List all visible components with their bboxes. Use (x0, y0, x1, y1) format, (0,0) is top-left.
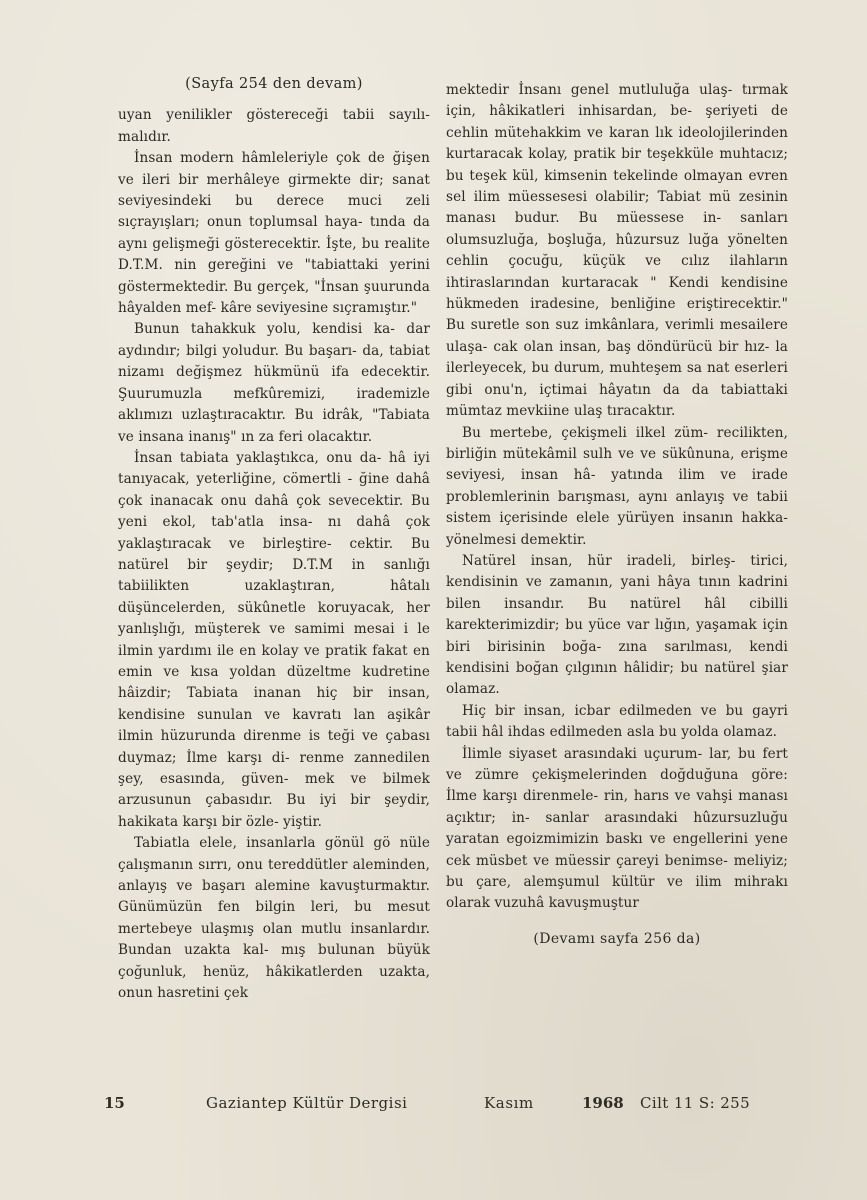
right-paragraph-5: İlimle siyaset arasındaki uçurum- lar, bu fert ve zümre çekişmelerinden doğduğuna göre: İlme karşı direnmele- rin, harıs ve vahşi manası açıktır; in- sanlar arasındaki hûzursuzluğu yaratan egoizmimizin baskı ve engellerini yene cek müsbet ve müessir çareyi benimse- meliyiz; bu çare, alemşumul kültür ve ilim mihrakı olarak vuzuhâ kavuşmuştur (446, 745, 788, 912)
right-paragraph-2: Bu mertebe, çekişmeli ilkel züm- recilikten, birliğin mütekâmil sulh ve ve sükûnuna, erişme seviyesi, insan hâ- yatında ilim ve irade problemlerinin barışması, aynı anlayış ve tabii sistem içerisinde elele yürüyen insanın hakka- yönelmesi demektir. (446, 424, 788, 548)
left-paragraph-1: uyan yenilikler göstereceği tabii sayılı- malıdır. (118, 107, 430, 145)
magazine-title: Gaziantep Kültür Dergisi (206, 1094, 408, 1112)
volume-issue: Cilt 11 S: 255 (640, 1094, 751, 1112)
left-paragraph-3: Bunun tahakkuk yolu, kendisi ka- dar aydındır; bilgi yoludur. Bu başarı- da, tabiat nizamı değişmez hükmünü ifa edecektir. Şuurumuzla mefkûremizi, irademizle aklımızı uzlaştıracaktır. Bu idrâk, "Tabiata ve insana inanış" ın za feri olacaktır. (118, 321, 430, 445)
left-column (118, 74, 430, 1004)
right-paragraph-1: mektedir İnsanı genel mutluluğa ulaş- tırmak için, hâkikatleri inhisardan, be- şeriyeti de cehlin mütehakkim ve karan lık ideolojilerinden kurtaracak kolay, pratik bir teşekküle muhtacız; bu teşek kül, kimsenin tekelinde olmayan evren sel ilim müessesesi olabilir; Tabiat mü zesinin manası budur. Bu müessese in- sanları olumsuzluğa, boşluğa, hûzursuz luğa yönelten cehlin çocuğu, küçük ve cılız ilahların ihtiraslarından kurtaracak " Kendi kendisine hükmeden iradesine, benliğine eriştirecektir." Bu suretle son suz imkânlara, verimli mesailere ulaşa- cak olan insan, baş döndürücü bir hız- la ilerleyecek, bu durum, muhteşem sa nat eserleri gibi onu'n, içtimai hâyatın da da tabiattaki mümtaz mevkiine ulaş tıracaktır. (446, 82, 788, 420)
issue-year: 1968 (582, 1094, 624, 1112)
left-paragraph-5: Tabiatla elele, insanlarla gönül gö nüle çalışmanın sırrı, onu tereddütler aleminden, anlayış ve başarı alemine kavuşturmaktır. Günümüzün fen bilgin leri, bu mesut mertebeye ulaşmış olan mutlu insanlardır. Bundan uzakta kal- mış bulunan büyük çoğunluk, henüz, hâkikatlerden uzakta, onun hasretini çek (118, 835, 430, 1002)
left-paragraph-2: İnsan modern hâmleleriyle çok de ğişen ve ileri bir merhâleye girmekte dir; sanat seviyesindeki bu derece muci zeli sıçrayışları; onun toplumsal haya- tında da aynı gelişmeği gösterecektir. İşte, bu realite D.T.M. nin gereğini ve "tabiattaki yerini göstermektedir. Bu gerçek, "İnsan şuurunda hâyalden mef- kâre seviyesine sıçramıştır." (118, 150, 430, 317)
continued-from-note: (Sayfa 254 den devam) (185, 76, 363, 92)
page-footer (0, 1094, 867, 1118)
right-column (446, 80, 788, 950)
right-paragraph-4: Hiç bir insan, icbar edilmeden ve bu gayri tabii hâl ihdas edilmeden asla bu yolda olamaz. (446, 702, 788, 741)
continued-to-note: (Devamı sayfa 256 da) (533, 930, 701, 947)
left-paragraph-4: İnsan tabiata yaklaştıkca, onu da- hâ iyi tanıyacak, yeterliğine, cömertli - ğine dahâ çok inanacak onu dahâ çok sevecektir. Bu yeni ekol, tab'atla insa- nı dahâ çok yaklaştıracak ve birleştire- cektir. Bu natürel bir şeydir; D.T.M in sanlığı tabiilikten uzaklaştıran, hâtalı düşüncelerden, sükûnetle koruyacak, her yanlışlığı, müşterek ve samimi mesai i le ilmin yardımı ile en kolay ve pratik fakat en emin ve kısa yoldan düzeltme kudretine hâizdir; Tabiata inanan hiç bir insan, kendisine sunulan ve kavratı lan aşikâr ilmin hüzurunda direnme is teği ve çabası duymaz; İlme karşı di- renme zannedilen şey, esasında, güven- mek ve bilmek arzusunun çabasıdır. Bu iyi bir şeydir, hakikata karşı bir özle- yiştir. (118, 449, 430, 830)
right-paragraph-3: Natürel insan, hür iradeli, birleş- tirici, kendisinin ve zamanın, yani hâya tının kadrini bilen insandır. Bu natürel hâl cibilli karekterimizdir; bu yüce var lığın, yaşamak için biri birisinin boğa- zına sarılması, kendi kendisini boğan çılgının hâlidir; bu natürel şiar olamaz. (446, 552, 788, 698)
issue-month: Kasım (484, 1094, 534, 1112)
page-number: 15 (104, 1094, 125, 1112)
